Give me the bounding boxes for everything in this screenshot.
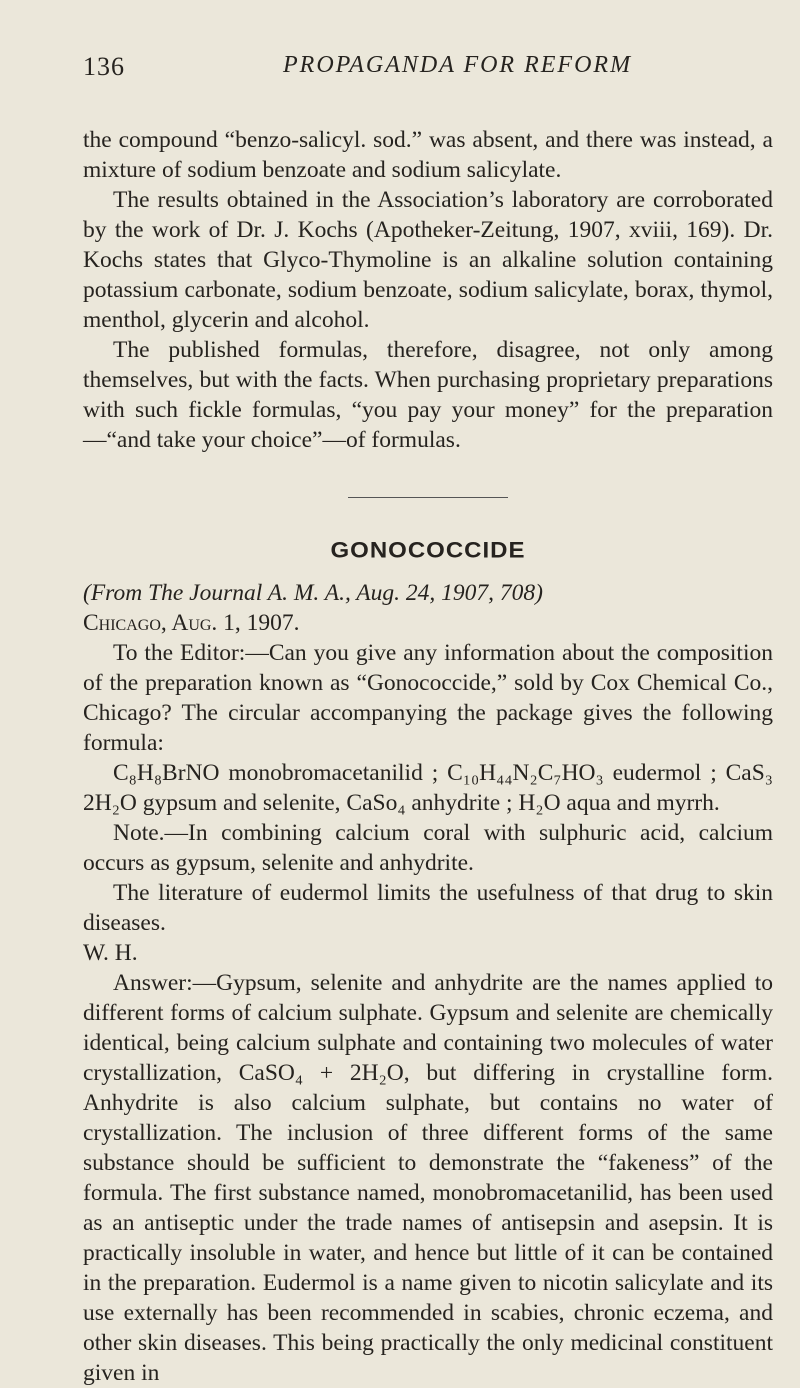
- running-head: [83, 52, 773, 92]
- paragraph-published-formulas: The published formulas, therefore, disagree, not only among themselves, but with the facts. When purchasing proprietary preparations with such fickle formulas, “you pay your money” for the preparation—“and take your choice”—of formulas.: [83, 337, 773, 453]
- source-citation: (From The Journal A. M. A., Aug. 24, 1907, 708): [83, 580, 543, 606]
- letter-paragraph-1: To the Editor:—Can you give any information about the composition of the preparation known as “Gonococcide,” sold by Cox Chemical Co., Chicago? The circular accompanying the package gives the following formula:: [83, 640, 773, 756]
- paragraph-kochs: The results obtained in the Association’s laboratory are corroborated by the work of Dr. J. Kochs (Apotheker-Zeitung, 1907, xviii, 169). Dr. Kochs states that Glyco-Thymoline is an alkaline solution containing potassium carbonate, sodium benzoate, sodium salicylate, borax, thymol, menthol, glycerin and alcohol.: [83, 187, 773, 333]
- page-number: 136: [83, 52, 125, 81]
- letter-signature: W. H.: [83, 940, 138, 966]
- paragraph-benzo-salicyl: the compound “benzo-salicyl. sod.” was absent, and there was instead, a mixture of sodium benzoate and sodium salicylate.: [83, 127, 773, 183]
- dateline: Chicago, Aug. 1, 1907.: [83, 610, 300, 636]
- section-heading: GONOCOCCIDE: [330, 538, 526, 563]
- answer-paragraph: Answer:—Gypsum, selenite and anhydrite are the names applied to different forms of calcium sulphate. Gypsum and selenite are chemically identical, being calcium sulphate and containing two molecules of water crystallization, CaSO₄ + 2H₂O, but differing in crystalline form. Anhydrite is also calcium sulphate, but contains no water of crystallization. The inclusion of three different forms of the same substance should be sufficient to demonstrate the “fakeness” of the formula. The first substance named, monobromacetanilid, has been used as an antiseptic under the trade names of antisepsin and asepsin. It is practically insoluble in water, and hence but little of it can be contained in the preparation. Eudermol is a name given to nicotin salicylate and its use externally has been recommended in scabies, chronic eczema, and other skin diseases. This being practically the only medicinal constituent given in: [83, 970, 773, 1386]
- section-divider: [348, 497, 508, 498]
- formula-paragraph: C₈H₈BrNO monobromacetanilid ; C₁₀H₄₄N₂C₇HO₃ eudermol ; CaS₃ 2H₂O gypsum and selenite, CaSo₄ anhydrite ; H₂O aqua and myrrh.: [83, 760, 773, 816]
- body-text: [83, 125, 773, 1388]
- running-title: PROPAGANDA FOR REFORM: [283, 52, 633, 78]
- note-paragraph: Note.—In combining calcium coral with sulphuric acid, calcium occurs as gypsum, selenite and anhydrite.: [83, 820, 773, 876]
- letter-paragraph-2: The literature of eudermol limits the usefulness of that drug to skin diseases.: [83, 880, 773, 936]
